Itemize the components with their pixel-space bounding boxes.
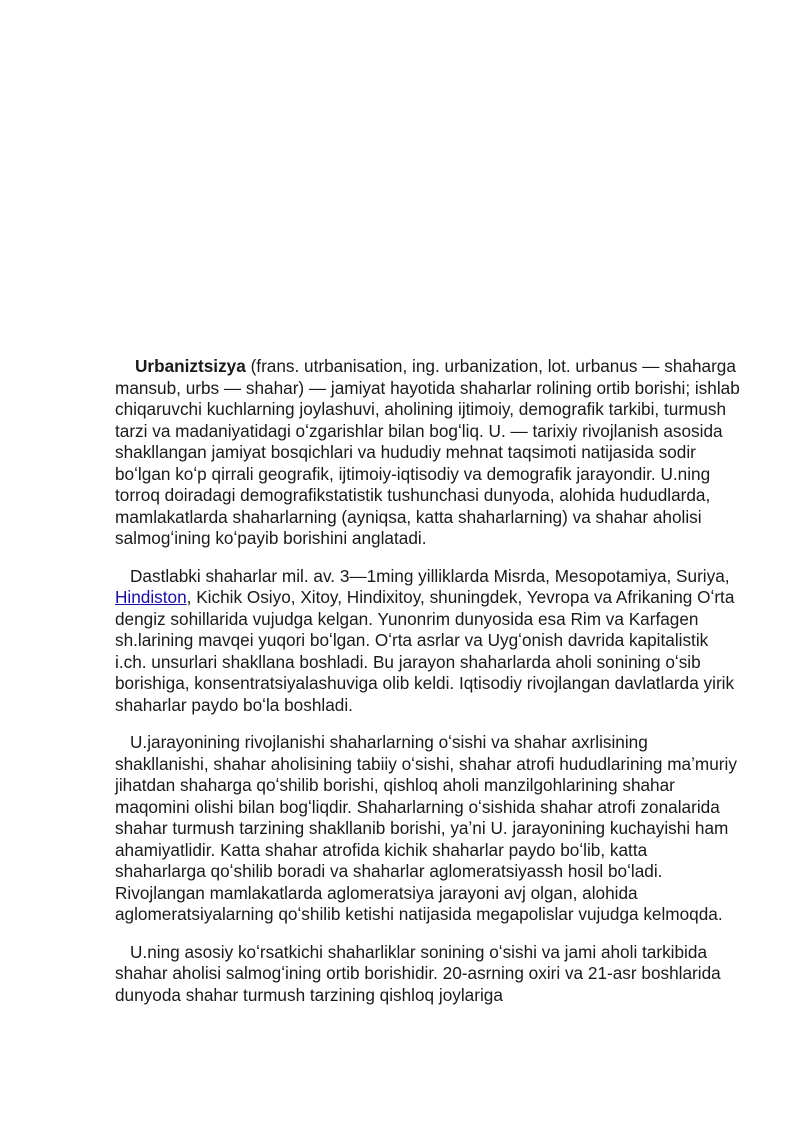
paragraph-history [115, 566, 740, 717]
paragraph-definition [115, 356, 740, 550]
paragraph-process-text: U.jarayonining rivojlanishi shaharlarning oʻsishi va shahar axrlisining shakllanishi, shahar aholisining tabiiy oʻsishi, shahar atrofi hududlarining maʼmuriy jihatdan shaharga qoʻshilib borishi, qishloq aholi manzilgohlarining shahar maqomini olishi bilan bogʻliqdir. Shaharlarning oʻsishida shahar atrofi zonalarida shahar turmush tarzining shakllanib borishi, yaʼni U. jarayonining kuchayishi ham ahamiyatlidir. Katta shahar atrofida kichik shaharlar paydo boʻlib, katta shaharlarga qoʻshilib boradi va shaharlar aglomeratsiyassh hosil boʻladi. Rivojlangan mamlakatlarda aglomeratsiya jarayoni avj olgan, alohida aglomeratsiyalarning qoʻshilib ketishi natijasida megapolislar vujudga kelmoqda. [115, 732, 737, 924]
paragraph-definition-text: (frans. utrbanisation, ing. urbanization, lot. urbanus — shaharga mansub, urbs — shahar) — jamiyat hayotida shaharlar rolining ortib borishi; ishlab chiqaruvchi kuchlarning joylashuvi, aholining ijtimoiy, demografik tarkibi, turmush tarzi va madaniyatidagi oʻzgarishlar bilan bogʻliq. U. — tarixiy rivojlanish asosida shakllangan jamiyat bosqichlari va hududiy mehnat taqsimoti natijasida sodir boʻlgan koʻp qirrali geografik, ijtimoiy-iqtisodiy va demografik jarayondir. U.ning torroq doiradagi demografikstatistik tushunchasi dunyoda, alohida hududlarda, mamlakatlarda shaharlarning (ayniqsa, katta shaharlarning) va shahar aholisi salmogʻining koʻpayib borishini anglatadi. [115, 356, 740, 548]
paragraph-indicator [115, 942, 740, 1007]
hindiston-link[interactable]: Hindiston [115, 587, 187, 607]
paragraph-indicator-text: U.ning asosiy koʻrsatkichi shaharliklar sonining oʻsishi va jami aholi tarkibida shahar aholisi salmogʻining ortib borishidir. 20-asrning oxiri va 21-asr boshlarida dunyoda shahar turmush tarzining qishloq joylariga [115, 941, 721, 1005]
paragraph-history-text-before: Dastlabki shaharlar mil. av. 3—1ming yilliklarda Misrda, Mesopotamiya, Suriya, [130, 565, 730, 586]
article-body [115, 356, 740, 1022]
paragraph-process [115, 732, 740, 926]
article-term: Urbaniztsizya [135, 356, 246, 376]
paragraph-history-text-after: , Kichik Osiyo, Xitoy, Hindixitoy, shuningdek, Yevropa va Afrikaning Oʻrta dengiz sohillarida vujudga kelgan. Yunonrim dunyosida esa Rim va Karfagen sh.larining mavqei yuqori boʻlgan. Oʻrta asrlar va Uygʻonish davrida kapitalistik i.ch. unsurlari shakllana boshladi. Bu jarayon shaharlarda aholi sonining oʻsib borishiga, konsentratsiyalashuviga olib keldi. Iqtisodiy rivojlangan davlatlarda yirik shaharlar paydo boʻla boshladi. [115, 587, 735, 715]
